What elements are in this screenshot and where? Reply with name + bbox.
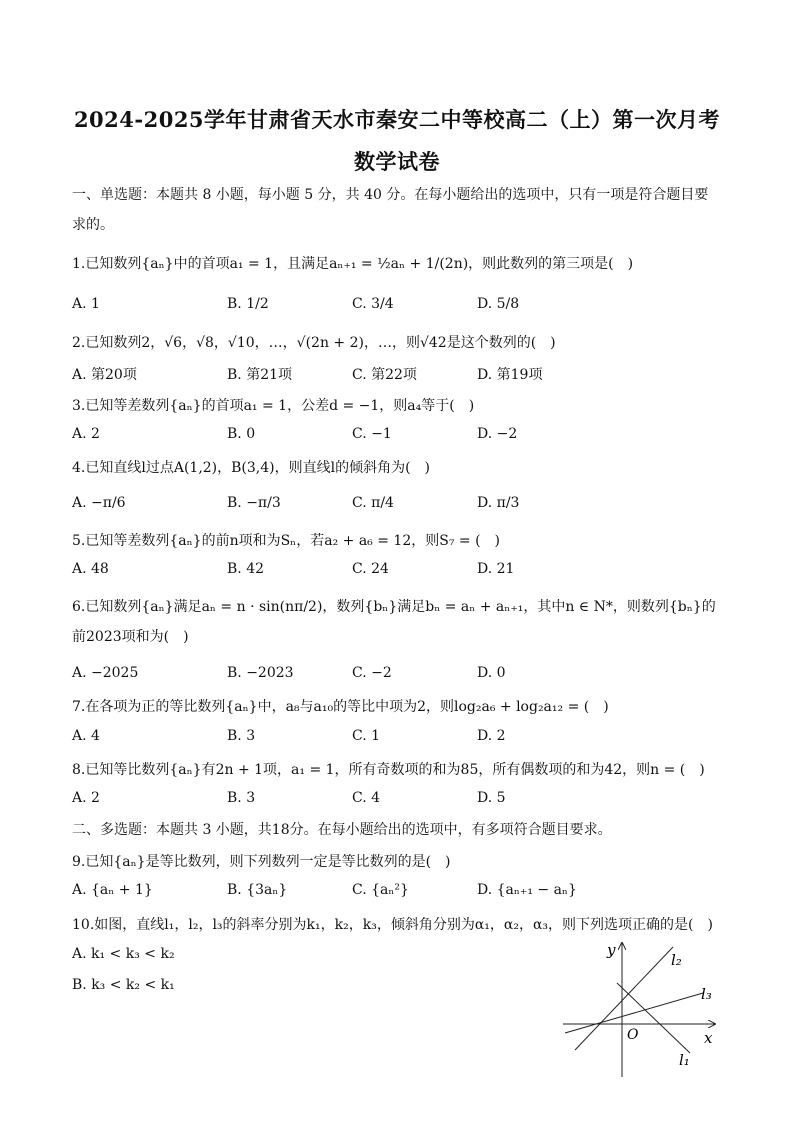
- option-d: D. 21: [477, 561, 515, 577]
- option-d: D. 5/8: [477, 296, 520, 312]
- option-d: D. 2: [477, 728, 506, 744]
- section-multi-choice: 二、多选题：本题共 3 小题，共18分。在每小题给出的选项中，有多项符合题目要求。: [72, 822, 612, 838]
- option-a: A. 2: [72, 426, 100, 442]
- y-axis-label: y: [607, 941, 616, 959]
- option-b: B. 3: [227, 790, 256, 806]
- question-3: 3.已知等差数列{aₙ}的首项a₁ = 1，公差d = −1，则a₄等于( ): [72, 398, 475, 414]
- option-b: B. 1/2: [227, 296, 269, 312]
- option-c: C. {aₙ²}: [352, 882, 409, 898]
- option-b: B. −2023: [227, 665, 294, 681]
- option-c: C. 4: [352, 790, 381, 806]
- option-b: B. {3aₙ}: [227, 882, 288, 898]
- question-9: 9.已知{aₙ}是等比数列，则下列数列一定是等比数列的是( ): [72, 854, 451, 870]
- section-single-choice: 一、单选题：本题共 8 小题，每小题 5 分，共 40 分。在每小题给出的选项中，只有一项是符合题目要求的。: [72, 187, 709, 233]
- option-a: A. 第20项: [72, 367, 137, 383]
- question-6: 6.已知数列{aₙ}满足aₙ = n · sin(nπ/2)，数列{bₙ}满足bₙ = aₙ + aₙ₊₁，其中n ∈ N*，则数列{bₙ}的前2023项和为( ): [72, 599, 716, 645]
- option-d: D. 第19项: [477, 367, 543, 383]
- option-c: C. π/4: [352, 495, 394, 511]
- option-a: A. −2025: [72, 665, 139, 681]
- option-d: D. π/3: [477, 495, 520, 511]
- question-2: 2.已知数列2，√6，√8，√10，…，√(2n + 2)，…，则√42是这个数列的( ): [72, 335, 556, 351]
- x-axis-label: x: [704, 1029, 713, 1047]
- question-5: 5.已知等差数列{aₙ}的前n项和为Sₙ，若a₂ + a₆ = 12，则S₇ = ( ): [72, 533, 500, 549]
- line-slopes-figure: [555, 935, 725, 1085]
- option-b: B. 3: [227, 728, 256, 744]
- option-c: C. 第22项: [352, 367, 417, 383]
- option-a: A. −π/6: [72, 495, 126, 511]
- line-l3-label: l₃: [701, 985, 712, 1003]
- line-l1-label: l₁: [679, 1051, 690, 1069]
- option-c: C. 24: [352, 561, 389, 577]
- question-4: 4.已知直线l过点A(1,2)，B(3,4)，则直线l的倾斜角为( ): [72, 460, 431, 476]
- question-7: 7.在各项为正的等比数列{aₙ}中，a₈与a₁₀的等比中项为2，则log₂a₆ + log₂a₁₂ = ( ): [72, 699, 609, 715]
- option-a: A. 48: [72, 561, 109, 577]
- option-a: A. 4: [72, 728, 100, 744]
- question-1: 1.已知数列{aₙ}中的首项a₁ = 1，且满足aₙ₊₁ = ½aₙ + 1/(2n)，则此数列的第三项是( ): [72, 256, 634, 272]
- option-a: A. 1: [72, 296, 100, 312]
- option-a: A. 2: [72, 790, 100, 806]
- option-c: C. −2: [352, 665, 392, 681]
- option-b: B. 0: [227, 426, 256, 442]
- question-8: 8.已知等比数列{aₙ}有2n + 1项，a₁ = 1，所有奇数项的和为85，所有偶数项的和为42，则n = ( ): [72, 762, 705, 778]
- option-d: D. {aₙ₊₁ − aₙ}: [477, 882, 577, 898]
- line-l2-label: l₂: [671, 951, 682, 969]
- origin-label: O: [627, 1027, 639, 1043]
- option-a: A. k₁ < k₃ < k₂: [72, 946, 175, 962]
- option-b: B. −π/3: [227, 495, 281, 511]
- question-10: 10.如图，直线l₁，l₂，l₃的斜率分别为k₁，k₂，k₃，倾斜角分别为α₁，α₂，α₃，则下列选项正确的是( ): [72, 917, 713, 933]
- option-b: B. 42: [227, 561, 265, 577]
- line-l2: [575, 947, 673, 1050]
- option-b: B. k₃ < k₂ < k₁: [72, 977, 175, 993]
- option-c: C. 3/4: [352, 296, 394, 312]
- option-d: D. 5: [477, 790, 506, 806]
- option-c: C. −1: [352, 426, 392, 442]
- exam-title: 2024-2025学年甘肃省天水市秦安二中等校高二（上）第一次月考: [73, 107, 721, 132]
- exam-subtitle: 数学试卷: [354, 149, 440, 174]
- option-b: B. 第21项: [227, 367, 293, 383]
- option-c: C. 1: [352, 728, 381, 744]
- option-a: A. {aₙ + 1}: [72, 882, 153, 898]
- option-d: D. 0: [477, 665, 506, 681]
- option-d: D. −2: [477, 426, 518, 442]
